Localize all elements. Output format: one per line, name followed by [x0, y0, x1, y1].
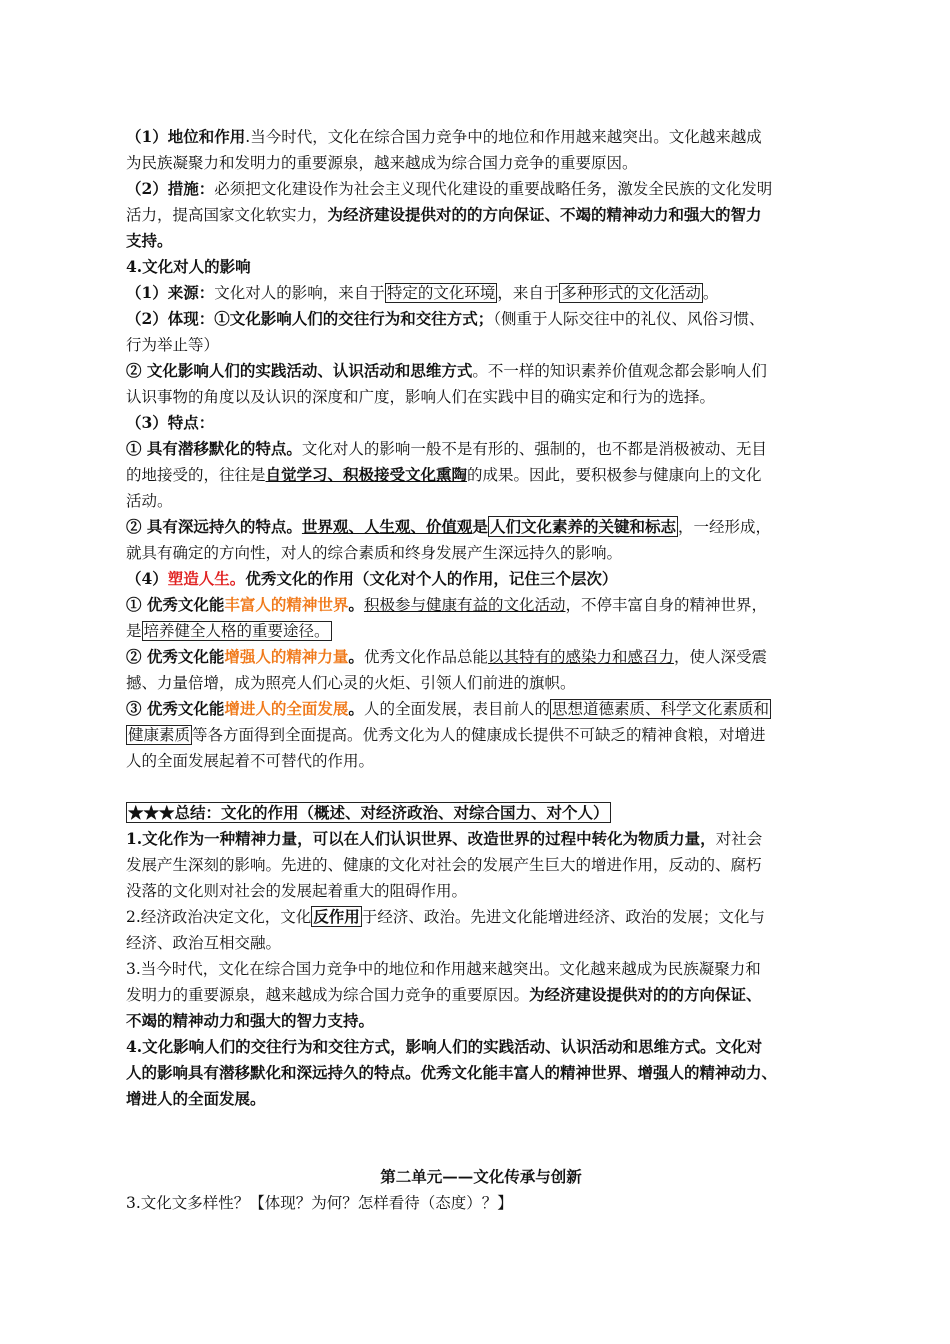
boxed-text: 思想道德素质、科学文化素质和	[551, 700, 769, 718]
text: 3.当今时代，文化在综合国力竞争中的地位和作用越来越突出。文化越来越成为民族凝聚力和	[126, 960, 761, 978]
paragraph	[126, 1086, 836, 1112]
subheading: （3）特点：	[126, 413, 215, 432]
document-page	[126, 124, 836, 1216]
paragraph	[126, 930, 836, 956]
paragraph	[126, 1034, 836, 1060]
paragraph	[126, 228, 836, 254]
underlined-text: 积极参与健康有益的文化活动	[363, 596, 566, 614]
text: 。不一样的知识素养价值观念都会影响人们	[472, 362, 767, 380]
paragraph	[126, 878, 836, 904]
text: 。	[348, 595, 364, 614]
paragraph	[126, 540, 836, 566]
paragraph	[126, 670, 836, 696]
boxed-text: 健康素质	[128, 726, 191, 744]
paragraph	[126, 514, 836, 540]
spacer	[126, 774, 836, 800]
text: 。	[348, 699, 364, 718]
paragraph	[126, 150, 836, 176]
boxed-text: ★★★总结：文化的作用（概述、对经济政治、对综合国力、对个人）	[128, 803, 609, 822]
unit-title: 第二单元——文化传承与创新	[380, 1167, 582, 1186]
text: 为经济建设提供对的的方向保证、不竭的精神动力和强大的智力	[327, 205, 762, 224]
text: 1.文化作为一种精神力量，可以在人们认识世界、改造世界的过程中转化为物质力量，	[126, 829, 716, 848]
text: 等各方面得到全面提高。优秀文化为人的健康成长提供不可缺乏的精神食粮，对增进	[192, 726, 766, 744]
text: （侧重于人际交往中的礼仪、风俗习惯、	[493, 310, 765, 328]
paragraph	[126, 852, 836, 878]
text: 为民族凝聚力和发明力的重要源泉，越来越成为综合国力竞争的重要原因。	[126, 154, 638, 172]
paragraph	[126, 488, 836, 514]
heading: ② 优秀文化能	[126, 647, 225, 666]
heading: （1）来源：	[126, 283, 215, 302]
text: 经济、政治互相交融。	[126, 934, 282, 952]
text: 人的影响具有潜移默化和深远持久的特点。优秀文化能丰富人的精神世界、增强人的精神动力、	[126, 1063, 778, 1082]
paragraph	[126, 826, 836, 852]
heading: ② 文化影响人们的实践活动、认识活动和思维方式	[126, 361, 473, 380]
paragraph	[126, 306, 836, 332]
spacer	[126, 1138, 836, 1164]
text: 是	[472, 517, 488, 536]
paragraph	[126, 1008, 836, 1034]
paragraph	[126, 696, 836, 722]
paragraph	[126, 384, 836, 410]
paragraph	[126, 1060, 836, 1086]
text: ，来自于	[497, 284, 560, 302]
heading: （2）措施：	[126, 179, 215, 198]
heading: ① 具有潜移默化的特点。	[126, 439, 302, 458]
boxed-text: 特定的文化环境	[386, 284, 496, 302]
paragraph	[126, 280, 836, 306]
text: 发展产生深刻的影响。先进的、健康的文化对社会的发展产生巨大的增进作用，反动的、腐朽	[126, 856, 762, 874]
highlight-text: 增强人的精神力量	[224, 647, 349, 666]
text: 。	[702, 284, 719, 302]
boxed-text: 人们文化素养的关键和标志	[489, 517, 676, 536]
underlined-text: 自觉学习、积极接受文化熏陶	[265, 465, 468, 484]
text: 于经济、政治。先进文化能增进经济、政治的发展；文化与	[361, 908, 765, 926]
underlined-text: 世界观、人生观、价值观	[301, 517, 473, 536]
text: 认识事物的角度以及认识的深度和广度，影响人们在实践中目的确实定和行为的选择。	[126, 388, 716, 406]
paragraph	[126, 332, 836, 358]
paragraph	[126, 644, 836, 670]
text: 3.文化文多样性？【体现？为何？怎样看待（态度）？】	[126, 1194, 513, 1212]
text: 对社会	[715, 830, 763, 848]
underlined-text: 以其特有的感染力和感召力	[487, 648, 674, 666]
highlight-text: 塑造人生。	[167, 569, 246, 588]
boxed-text: 培养健全人格的重要途径。	[143, 622, 330, 640]
paragraph	[126, 982, 836, 1008]
text: 。	[348, 647, 364, 666]
boxed-text: 多种形式的文化活动	[561, 284, 701, 302]
paragraph	[126, 176, 836, 202]
text: 的地接受的，往往是	[126, 466, 266, 484]
paragraph	[126, 202, 836, 228]
text: 是	[126, 622, 142, 640]
paragraph	[126, 722, 836, 748]
heading: ② 具有深远持久的特点。	[126, 517, 302, 536]
heading: ③ 优秀文化能	[126, 699, 225, 718]
heading: （2）体现：①文化影响人们的交往行为和交往方式；	[126, 309, 494, 328]
text: ，一经形成，	[677, 518, 771, 536]
text: 的成果。因此，要积极参与健康向上的文化	[467, 466, 762, 484]
text: 活力，提高国家文化软实力，	[126, 206, 328, 224]
summary-heading	[126, 800, 836, 826]
text: .当今时代，文化在综合国力竞争中的地位和作用越来越突出。文化越来越成	[245, 128, 762, 146]
text: 活动。	[126, 492, 173, 510]
text: 为经济建设提供对的的方向保证、	[529, 985, 762, 1004]
text: 行为举止等）	[126, 336, 220, 354]
question-line	[126, 1190, 836, 1216]
paragraph	[126, 904, 836, 930]
text: 人的全面发展起着不可替代的作用。	[126, 752, 375, 770]
paragraph	[126, 748, 836, 774]
text: 优秀文化的作用（文化对个人的作用，记住三个层次）	[245, 569, 618, 588]
text: ，使人深受震	[673, 648, 767, 666]
paragraph	[126, 436, 836, 462]
text: 人的全面发展，表目前人的	[363, 700, 550, 718]
paragraph	[126, 956, 836, 982]
spacer	[126, 1112, 836, 1138]
heading: （1）地位和作用	[126, 127, 246, 146]
heading: ① 优秀文化能	[126, 595, 225, 614]
text: 优秀文化作品总能	[363, 648, 488, 666]
text: 撼、力量倍增，成为照亮人们心灵的火炬、引领人们前进的旗帜。	[126, 674, 576, 692]
paragraph	[126, 124, 836, 150]
text: ，不停丰富自身的精神世界，	[565, 596, 767, 614]
section-heading: 4.文化对人的影响	[126, 257, 251, 276]
text: 增进人的全面发展。	[126, 1089, 266, 1108]
paragraph	[126, 462, 836, 488]
boxed-text: 反作用	[313, 907, 360, 926]
text: 文化对人的影响，来自于	[214, 284, 385, 302]
highlight-text: 丰富人的精神世界	[224, 595, 349, 614]
text: 2.经济政治决定文化，文化	[126, 908, 312, 926]
text: 4.文化影响人们的交往行为和交往方式，影响人们的实践活动、认识活动和思维方式。文化对	[126, 1037, 763, 1056]
paragraph	[126, 358, 836, 384]
text: 没落的文化则对社会的发展起着重大的阻碍作用。	[126, 882, 468, 900]
text: 支持。	[126, 231, 173, 250]
text: 就具有确定的方向性，对人的综合素质和终身发展产生深远持久的影响。	[126, 544, 623, 562]
highlight-text: 增进人的全面发展	[224, 699, 349, 718]
text: 不竭的精神动力和强大的智力支持。	[126, 1011, 375, 1030]
paragraph	[126, 566, 836, 592]
text: 文化对人的影响一般不是有形的、强制的，也不都是消极被动、无目	[301, 440, 767, 458]
text: （4）	[126, 569, 168, 588]
text: 必须把文化建设作为社会主义现代化建设的重要战略任务，激发全民族的文化发明	[214, 180, 773, 198]
paragraph	[126, 592, 836, 618]
text: 发明力的重要源泉，越来越成为综合国力竞争的重要原因。	[126, 986, 530, 1004]
paragraph	[126, 618, 836, 644]
